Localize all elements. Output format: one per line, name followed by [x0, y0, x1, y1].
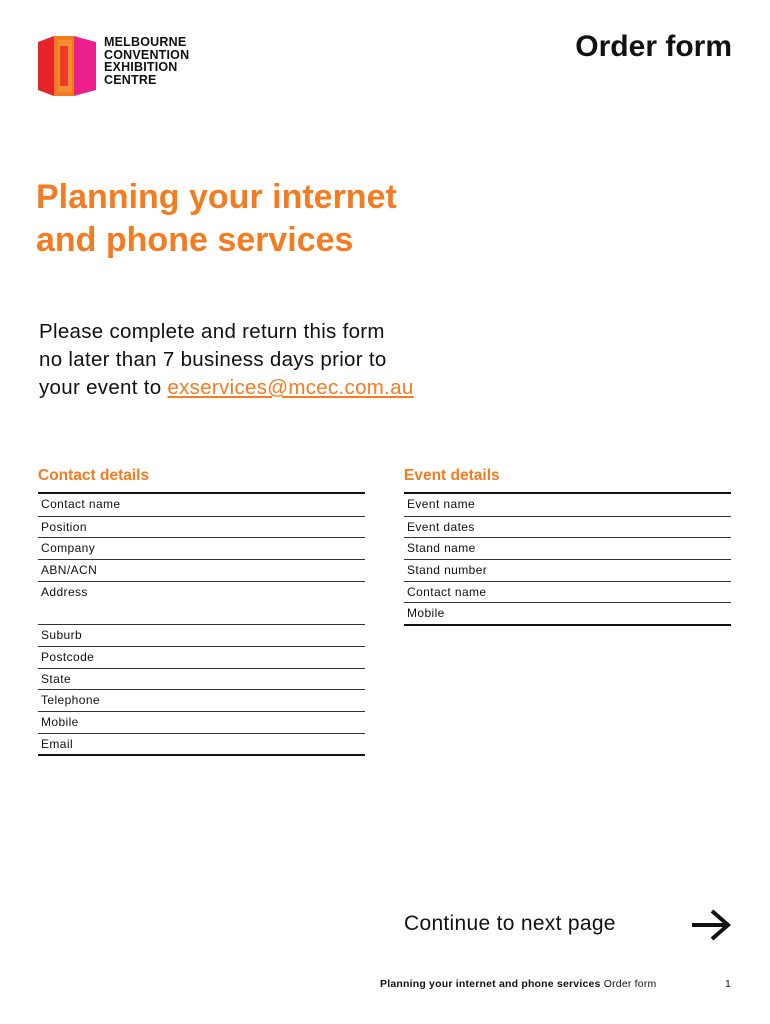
contact-field-contact-name[interactable]: Contact name [41, 497, 121, 511]
footer-subtitle: Order form [603, 978, 657, 990]
logo-line-4: CENTRE [104, 72, 157, 87]
page-number: 1 [725, 978, 731, 990]
event-field-stand-number[interactable]: Stand number [404, 559, 731, 581]
event-field-mobile[interactable]: Mobile [404, 602, 731, 624]
headline-line-1: Planning your internet [36, 178, 397, 216]
intro-line-3 [39, 374, 499, 402]
contact-field-abn-acn[interactable]: ABN/ACN [38, 559, 365, 581]
intro-line-2: no later than 7 business days prior to [39, 348, 387, 371]
contact-field-email[interactable]: Email [38, 733, 365, 755]
event-field-stand-name[interactable]: Stand name [404, 537, 731, 559]
contact-field-mobile[interactable]: Mobile [38, 711, 365, 733]
contact-field-state[interactable]: State [38, 668, 365, 690]
logo-line-2: CONVENTION [104, 47, 190, 62]
contact-field-address[interactable]: Address [38, 581, 365, 624]
logo-line-1: MELBOURNE [104, 35, 187, 49]
logo-text [104, 36, 189, 86]
intro-line-1: Please complete and return this form [39, 320, 385, 343]
contact-field-suburb[interactable]: Suburb [38, 624, 365, 646]
event-field-event-dates[interactable]: Event dates [404, 516, 731, 538]
intro-line-3-prefix: your event to [39, 376, 168, 399]
document-title: Order form [575, 30, 732, 63]
intro-text [39, 318, 499, 402]
footer [380, 978, 656, 990]
contact-field-postcode[interactable]: Postcode [38, 646, 365, 668]
continue-label: Continue to next page [404, 912, 616, 935]
contact-field-company[interactable]: Company [38, 537, 365, 559]
event-details-section [404, 466, 731, 626]
contact-field-telephone[interactable]: Telephone [38, 689, 365, 711]
logo-mark-icon [38, 36, 96, 96]
event-field-event-name[interactable]: Event name [407, 497, 476, 511]
contact-details-table [38, 492, 365, 756]
footer-title: Planning your internet and phone services [380, 978, 601, 990]
contact-field-position[interactable]: Position [38, 516, 365, 538]
logo-line-3: EXHIBITION [104, 60, 178, 74]
arrow-right-icon[interactable] [690, 908, 732, 942]
email-link[interactable]: exservices@mcec.com.au [167, 376, 414, 399]
contact-details-section [38, 466, 365, 756]
headline-line-2: and phone services [36, 221, 354, 259]
event-details-table [404, 492, 731, 626]
page-headline [36, 176, 496, 262]
event-details-heading: Event details [404, 467, 500, 484]
contact-details-heading: Contact details [38, 467, 150, 484]
event-field-contact-name[interactable]: Contact name [404, 581, 731, 603]
